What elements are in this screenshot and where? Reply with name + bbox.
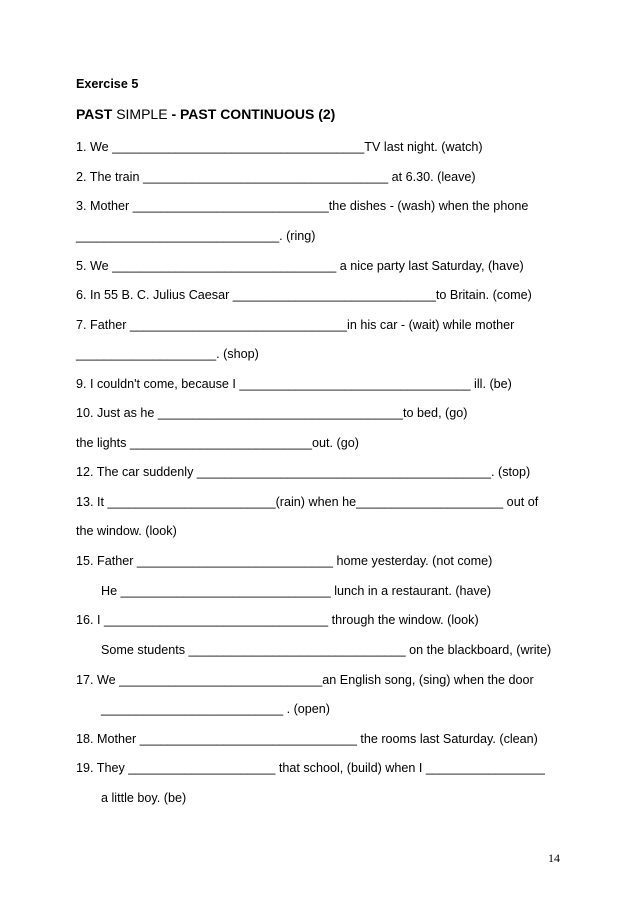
exercise-line: 5. We ________________________________ a nice party last Saturday, (have) bbox=[76, 259, 524, 273]
exercise-line: _____________________________. (ring) bbox=[76, 229, 316, 243]
exercise-line: 16. I ________________________________ through the window. (look) bbox=[76, 613, 479, 627]
heading-past-continuous: - PAST CONTINUOUS (2) bbox=[167, 106, 336, 122]
exercise-line: 12. The car suddenly __________________________________________. (stop) bbox=[76, 465, 531, 479]
exercise-line: ____________________. (shop) bbox=[76, 347, 259, 361]
exercise-line: the lights __________________________out. (go) bbox=[76, 436, 359, 450]
exercise-line: 15. Father ____________________________ home yesterday. (not come) bbox=[76, 554, 493, 568]
heading-past: PAST bbox=[76, 106, 113, 122]
exercise-line: He ______________________________ lunch in a restaurant. (have) bbox=[101, 584, 492, 598]
exercise-line: 19. They _____________________ that school, (build) when I _________________ bbox=[76, 761, 545, 775]
exercise-line: 18. Mother _______________________________ the rooms last Saturday. (clean) bbox=[76, 732, 538, 746]
exercise-line: 3. Mother ____________________________the dishes - (wash) when the phone bbox=[76, 199, 529, 213]
exercise-title: Exercise 5 bbox=[76, 77, 139, 91]
exercise-line: the window. (look) bbox=[76, 524, 177, 538]
exercise-line: 2. The train ___________________________________ at 6.30. (leave) bbox=[76, 170, 476, 184]
exercise-line: Some students _______________________________ on the blackboard, (write) bbox=[101, 643, 552, 657]
exercise-line: __________________________ . (open) bbox=[101, 702, 331, 716]
exercise-line: 10. Just as he ___________________________________to bed, (go) bbox=[76, 406, 468, 420]
exercise-line: 7. Father _______________________________in his car - (wait) while mother bbox=[76, 318, 515, 332]
exercise-line: a little boy. (be) bbox=[101, 791, 187, 805]
page-number: 14 bbox=[548, 851, 560, 865]
exercise-line: 1. We ____________________________________TV last night. (watch) bbox=[76, 140, 483, 154]
exercise-line: 6. In 55 B. C. Julius Caesar _____________________________to Britain. (come) bbox=[76, 288, 532, 302]
heading-simple: SIMPLE bbox=[112, 106, 168, 122]
exercise-line: 13. It ________________________(rain) when he_____________________ out of bbox=[76, 495, 539, 509]
page-heading bbox=[76, 106, 335, 122]
exercise-line: 17. We _____________________________an English song, (sing) when the door bbox=[76, 673, 534, 687]
exercise-line: 9. I couldn't come, because I _________________________________ ill. (be) bbox=[76, 377, 512, 391]
